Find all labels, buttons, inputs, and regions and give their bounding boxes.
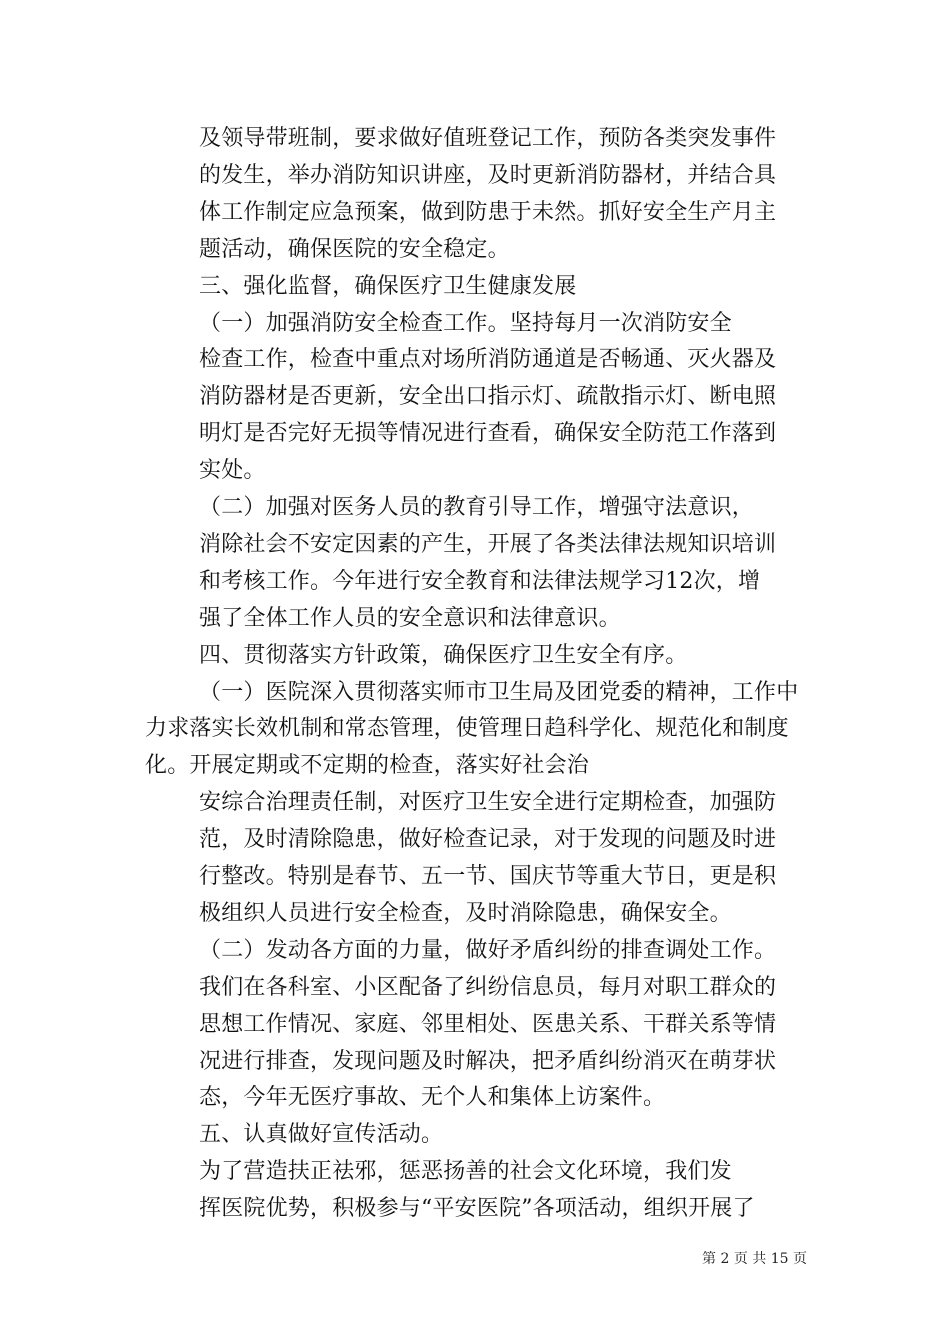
body-line-26: 况进行排查，发现问题及时解决，把矛盾纠纷消灭在萌芽状 — [199, 1048, 777, 1074]
body-line-27: 态，今年无医疗事故、无个人和集体上访案件。 — [199, 1085, 666, 1111]
body-line-3: 体工作制定应急预案，做到防患于未然。抓好安全生产月主 — [199, 199, 777, 225]
subsection-heading-3-1: （一）加强消防安全检查工作。坚持每月一次消防安全 — [199, 310, 732, 336]
body-line-12: 消除社会不安定因素的产生，开展了各类法律法规知识培训 — [199, 531, 777, 557]
subsection-heading-3-2: （二）加强对医务人员的教育引导工作，增强守法意识， — [199, 495, 755, 520]
body-line-30: 挥医院优势，积极参与“平安医院”各项活动，组织开展了 — [199, 1196, 755, 1222]
body-line-19: 安综合治理责任制，对医疗卫生安全进行定期检查，加强防 — [199, 790, 777, 816]
page-number-footer: 第 2 页 共 15 页 — [702, 1251, 807, 1267]
body-line-1: 及领导带班制，要求做好值班登记工作，预防各类突发事件 — [199, 126, 777, 151]
subsection-heading-4-2: （二）发动各方面的力量，做好矛盾纠纷的排查调处工作。 — [199, 937, 777, 963]
body-line-18: 化。开展定期或不定期的检查，落实好社会治 — [145, 753, 590, 779]
body-line-7: 检查工作，检查中重点对场所消防通道是否畅通、灭火器及 — [199, 347, 777, 373]
body-line-14: 强了全体工作人员的安全意识和法律意识。 — [199, 605, 621, 631]
body-line-4: 题活动，确保医院的安全稳定。 — [199, 236, 510, 262]
subsection-heading-4-1: （一）医院深入贯彻落实师市卫生局及团党委的精神，工作中 — [199, 679, 799, 705]
body-line-10: 实处。 — [199, 458, 266, 484]
body-line-9: 明灯是否完好无损等情况进行查看，确保安全防范工作落到 — [199, 421, 777, 447]
section-heading-3: 三、强化监督，确保医疗卫生健康发展 — [199, 273, 577, 299]
body-line-22: 极组织人员进行安全检查，及时消除隐患，确保安全。 — [199, 900, 732, 926]
section-heading-4: 四、贯彻落实方针政策，确保医疗卫生安全有序。 — [199, 642, 688, 668]
body-line-2: 的发生，举办消防知识讲座，及时更新消防器材，并结合具 — [199, 162, 777, 188]
body-line-13: 和考核工作。今年进行安全教育和法律法规学习12次，增 — [199, 568, 761, 594]
body-line-24: 我们在各科室、小区配备了纠纷信息员，每月对职工群众的 — [199, 974, 777, 1000]
section-heading-5: 五、认真做好宣传活动。 — [199, 1122, 444, 1148]
body-line-8: 消防器材是否更新，安全出口指示灯、疏散指示灯、断电照 — [199, 384, 777, 410]
body-line-25: 思想工作情况、家庭、邻里相处、医患关系、干群关系等情 — [199, 1011, 777, 1037]
body-line-20: 范，及时清除隐患，做好检查记录，对于发现的问题及时进 — [199, 827, 777, 853]
body-line-29: 为了营造扶正祛邪，惩恶扬善的社会文化环境，我们发 — [199, 1159, 732, 1185]
body-line-21: 行整改。特别是春节、五一节、国庆节等重大节日，更是积 — [199, 864, 777, 889]
body-line-17: 力求落实长效机制和常态管理，使管理日趋科学化、规范化和制度 — [145, 716, 789, 742]
